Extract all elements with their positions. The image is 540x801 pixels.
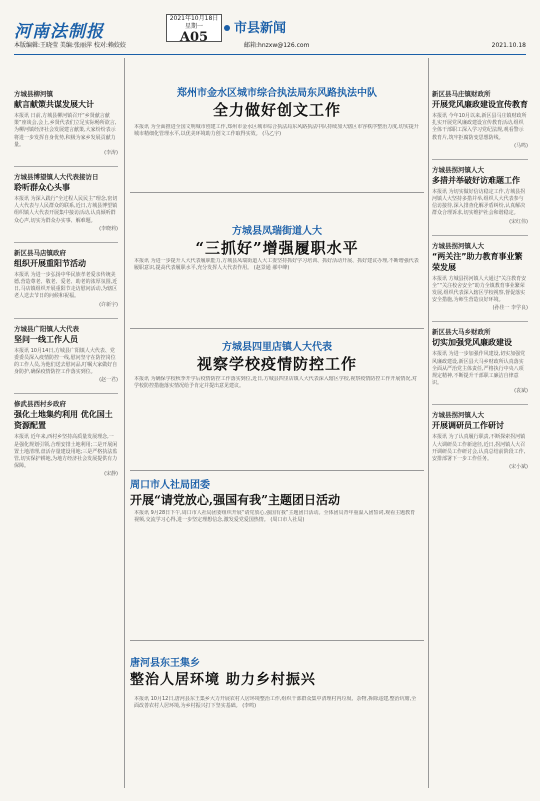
article-byline: (赵一君) (99, 377, 118, 384)
article-headline: “两关注”助力教育事业繁荣发展 (432, 251, 523, 272)
center-article (130, 84, 424, 137)
article-body (134, 510, 420, 606)
article-source: 方城县拐河镇人大 (432, 165, 484, 174)
page-number: A05 (179, 30, 209, 45)
article-kicker: 方城县四里店镇人大代表 (222, 342, 332, 353)
article-headline: 开展党风廉政建设宣传教育 (432, 100, 528, 109)
brief-article (14, 249, 118, 308)
article-headline: 聆听群众心头事 (14, 183, 70, 193)
column-divider (124, 58, 125, 788)
article-headline: 强化土地集约利用 优化国土资源配置 (14, 410, 113, 431)
article-byline: (宋静) (104, 471, 118, 478)
article-byline: (马乙宇) (262, 130, 282, 137)
section-dot-icon (224, 25, 230, 31)
article-source: 方城县柳河镇 (14, 90, 53, 98)
article-byline: (李涛) (104, 150, 118, 157)
center-article (130, 338, 424, 389)
article-source: 修武县西村乡政府 (14, 400, 66, 409)
center-article (130, 654, 424, 709)
article-byline: (袁斌) (514, 388, 528, 395)
article-headline: “三抓好”增强履职水平 (195, 239, 359, 257)
article-text: 本报讯 为确保学校秋季开学后疫情防控工作落实到位,近日,方城县四里店镇人大代表深入辖区学校,视察疫情防控工作开展情况,对学校防控措施落实情况给予肯定并提出意见建议。 (134, 376, 417, 389)
article-headline: 坚问一线工作人员 (14, 334, 78, 344)
brief-article (14, 325, 118, 384)
article-byline: (孙佳一 李学良) (492, 305, 528, 312)
left-column (14, 90, 118, 487)
article-body (14, 434, 118, 470)
brief-article (432, 328, 528, 394)
article-text: 本报讯 10月14日,方城县广阳镇人大代表、党委委员深入疫情防控一线,慰问坚守在防控岗位的工作人员,为他们送去慰问品,叮嘱大家做好自身防护,确保疫情防控工作落实到位。 (14, 347, 118, 376)
divider (130, 640, 424, 641)
article-headline: 切实加强党风廉政建设 (432, 338, 512, 348)
article-byline: (周口市人社局) (270, 516, 305, 523)
article-body (432, 351, 528, 387)
brief-article (14, 173, 118, 232)
masthead (14, 14, 526, 45)
divider (14, 318, 118, 319)
article-kicker: 方城县凤瑞街道人大 (232, 226, 322, 237)
article-source: 新区县马店镇政府 (14, 248, 66, 257)
article-byline: (许新宇) (99, 301, 118, 308)
article-source: 方城县拐河镇人大 (432, 241, 484, 250)
article-byline: (马鸣) (514, 142, 528, 149)
divider (130, 328, 424, 329)
article-body (432, 434, 528, 463)
brief-article (432, 242, 528, 312)
article-body (14, 113, 118, 149)
article-text: 本报讯 日前,方城县柳河镇召开“乡贤献言献策”座谈会,会上,乡贤代表们立足实际畅所欲言,为柳河镇经济社会发展建言献策,大家纷纷表示将进一步发挥自身优势,积极为家乡发展贡献力量。 (14, 113, 117, 148)
center-article (130, 476, 424, 523)
article-headline: 组织开展重阳节活动 (14, 258, 86, 268)
article-body (14, 272, 118, 301)
article-byline: (李晓莉) (99, 225, 118, 232)
article-body (432, 276, 528, 305)
divider (432, 159, 528, 160)
article-kicker: 郑州市金水区城市综合执法局东风路执法中队 (177, 88, 377, 99)
divider (432, 235, 528, 236)
issue-date: 2021.10.18 (491, 42, 526, 49)
article-body (134, 376, 420, 466)
page-date-label: 2021年10月18日 星期一 (169, 15, 219, 30)
article-source: 方城县拐河镇人大 (432, 411, 484, 420)
divider (432, 404, 528, 405)
right-column (432, 90, 528, 480)
article-kicker: 唐河县东王集乡 (130, 658, 200, 669)
article-text: 本报讯 为全面推进全国文明城市创建工作,郑州市金水区城市综合执法局东风路执法中队持续加大辖区市容秩序整治力度,切实提升城市精细化管理水平,以优美环境助力创文工作取得实效。 (134, 124, 419, 137)
article-headline: 献言献策共谋发展大计 (14, 100, 94, 109)
article-headline: 整治人居环境 助力乡村振兴 (130, 672, 316, 688)
article-source: 方城县广阳镇人大代表 (14, 324, 79, 333)
article-body (134, 258, 420, 318)
center-article (130, 222, 424, 271)
article-text: 本报讯 为进一步加强作风建设,切实加强党风廉政建设,新区县大马乡财政所认真落实全面从严治党主体责任,严格执行中央八项规定精神,不断提升干部职工廉洁自律意识。 (432, 351, 526, 387)
article-text: 本报讯 今年10月以来,新区县马庄镇财政所扎实开展党风廉政建设宣传教育活动,组织全体干部职工深入学习党纪法规,观看警示教育片,筑牢拒腐防变思想防线。 (432, 113, 527, 141)
article-text: 本报讯 为了认真履行职责,不断探索拐河镇人大调研员工作新途径,近日,拐河镇人大召开调研员工作研讨会,认真总结前阶段工作,安排部署下一步工作任务。 (432, 434, 526, 463)
divider (14, 393, 118, 394)
paper-name: 河南法制报 (14, 22, 104, 42)
article-body (134, 124, 420, 186)
article-text: 本报讯 为切实做好信访稳定工作,方城县拐河镇人大坚持多措并举,组织人大代表参与信访接待,深入排查化解矛盾纠纷,认真解决群众合理诉求,切实维护社会和谐稳定。 (432, 188, 526, 217)
section-title: 市县新闻 (234, 21, 287, 36)
brief-article (432, 411, 528, 470)
article-byline: (赵景通 郝中峰) (253, 264, 290, 271)
brief-article (14, 400, 118, 477)
divider (14, 242, 118, 243)
article-headline: 视察学校疫情防控工作 (196, 355, 357, 373)
article-kicker: 周口市人社局团委 (130, 480, 210, 491)
article-body (432, 113, 528, 142)
article-text: 本报讯 为进一步弘扬中华民族孝老爱亲传统美德,营造尊老、敬老、爱老、助老的浓厚氛围,近日,马店镇组织开展重阳节走访慰问活动,为辖区老人送去节日的问候和祝福。 (14, 271, 118, 300)
article-headline: 开展“请党放心,强国有我”主题团日活动 (130, 493, 340, 507)
divider (130, 192, 424, 193)
article-headline: 开展调研员工作研讨 (432, 421, 504, 431)
brief-article (14, 90, 118, 156)
article-byline: (宋红伟) (509, 218, 528, 225)
divider (14, 166, 118, 167)
article-text: 本报讯 方城县拐河镇人大通过“关注教育安全”“关注校舍安全”助力全镇教育事业繁荣发展,组织代表深入辖区学校视察,督促落实安全措施,为师生营造良好环境。 (432, 275, 527, 304)
article-source: 方城县博望镇人大代表接访日 (14, 173, 99, 182)
editor-credits: 本版编辑:王晓莹 美编:张丽萍 校对:赖姣姣 (14, 42, 126, 49)
article-text: 本报讯 10月12日,唐河县东王集乡大力开展农村人居环境整治工作,组织干部群众集中清理村内垃圾、杂物,拆除违建,整治坑塘,全面改善农村人居环境,为乡村振兴打下坚实基础。 (134, 696, 417, 709)
article-byline: (李鸣) (242, 702, 257, 709)
article-text: 本报讯 9月28日下午,周口市人社局团委组织开展“请党放心,强国有我”主题团日活动。全体团员青年重温入团誓词,观看主题教育视频,交流学习心得,进一步坚定理想信念,激发爱党爱国热情。 (134, 510, 416, 523)
article-headline: 多措并举破好访难题工作 (432, 175, 520, 185)
article-byline: (宋小斌) (509, 464, 528, 471)
article-body (432, 189, 528, 218)
article-headline: 全力做好创文工作 (212, 101, 341, 119)
email: 邮箱:hnzxw@126.com (244, 42, 310, 49)
article-text: 本报讯 近年来,西村乡坚持高质量发展理念,一是强化规划引领,合理安排土地利用;二是开展闲置土地清理,盘活存量建设用地;三是严格执法监管,切实保护耕地,为地方经济社会发展提供有力保障。 (14, 434, 118, 470)
divider (432, 321, 528, 322)
article-source: 新区县大马乡财政所 (432, 328, 491, 337)
meta-line (14, 40, 526, 55)
divider (130, 470, 424, 471)
article-source: 新区县马庄镇财政所 (432, 90, 491, 98)
article-text: 本报讯 为进一步提升人大代表履职能力,方城县凤瑞街道人大工委坚持抓好学习培训、抓好活动开展、抓好建议办理,不断增强代表履职意识,提高代表履职水平,充分发挥人大代表作用。 (134, 258, 419, 271)
article-body (14, 196, 118, 225)
brief-article (432, 166, 528, 225)
article-text: 本报讯 为深入践行“全过程人民民主”理念,密切人大代表与人民群众的联系,近日,方城县博望镇组织镇人大代表开展集中接访活动,认真倾听群众心声,切实为群众办实事、解难题。 (14, 196, 118, 224)
brief-article (432, 90, 528, 149)
article-body (14, 348, 118, 377)
page-number-box (166, 14, 222, 45)
column-divider (428, 58, 429, 788)
article-body (134, 696, 420, 786)
